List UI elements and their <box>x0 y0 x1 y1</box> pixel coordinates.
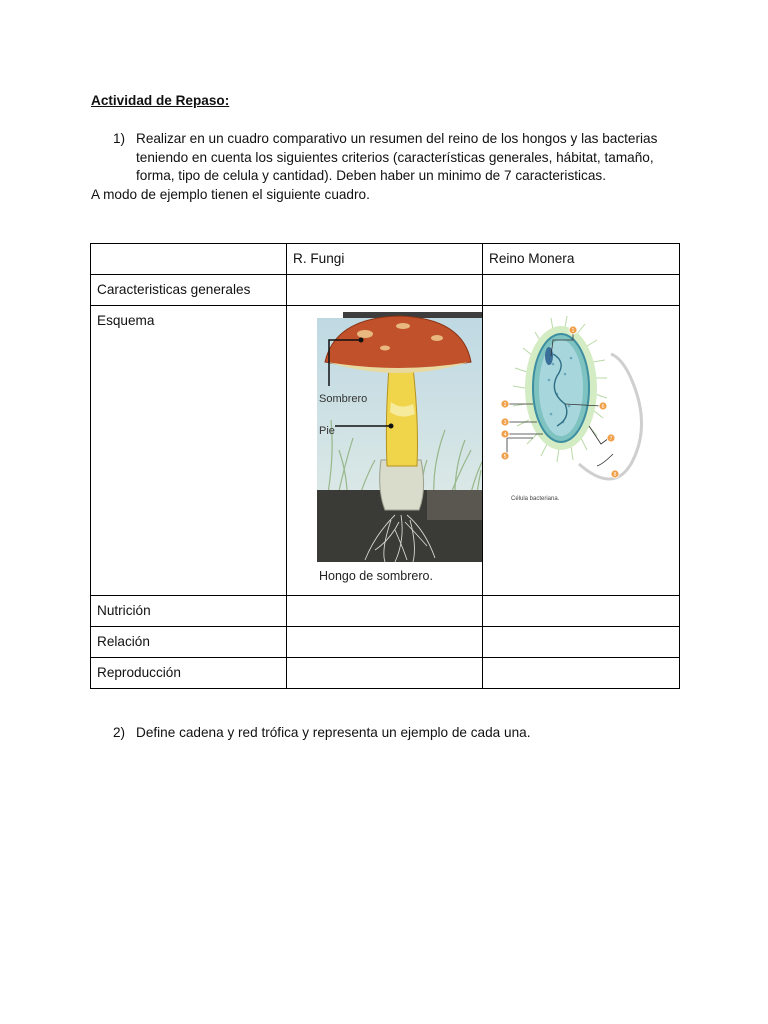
monera-image-cell <box>483 306 680 596</box>
table-cell <box>483 627 680 658</box>
bacteria-caption: Célula bacteriana. <box>511 496 560 502</box>
table-row <box>91 596 680 627</box>
row-label: Esquema <box>91 306 287 596</box>
table-header-row <box>91 244 680 275</box>
row-label: Caracteristicas generales <box>91 275 287 306</box>
row-label: Relación <box>91 627 287 658</box>
bacteria-marker: 7 <box>609 436 613 442</box>
item-number: 2) <box>113 725 126 740</box>
bacteria-marker: 8 <box>613 472 617 478</box>
mushroom-label-mid: Pie <box>319 425 335 437</box>
bacteria-marker: 6 <box>601 404 605 410</box>
item-line: Define cadena y red trófica y representa un ejemplo de cada una. <box>136 725 531 740</box>
bacteria-illustration <box>493 314 653 514</box>
table-row <box>91 658 680 689</box>
table-cell <box>287 596 483 627</box>
item-line: teniendo en cuenta los siguientes criterios (características generales, hábitat, tamaño, <box>136 149 654 165</box>
bacteria-marker: 4 <box>503 432 507 438</box>
bacteria-marker: 2 <box>503 402 507 408</box>
item-text <box>136 130 681 186</box>
fungi-image-cell <box>287 306 483 596</box>
mushroom-illustration <box>295 310 483 592</box>
item-line: forma, tipo de celula y cantidad). Deben haber un minimo de 7 caracteristicas. <box>136 168 606 183</box>
header-cell-fungi: R. Fungi <box>287 244 483 275</box>
table-cell <box>287 627 483 658</box>
row-label: Nutrición <box>91 596 287 627</box>
bacteria-marker: 1 <box>571 328 575 334</box>
table-cell <box>287 275 483 306</box>
item-number: 1) <box>113 131 126 146</box>
page-title: Actividad de Repaso: <box>91 93 230 108</box>
mushroom-caption: Hongo de sombrero. <box>319 569 433 583</box>
comparison-table <box>90 243 680 689</box>
mushroom-label-top: Sombrero <box>319 393 368 405</box>
table-cell <box>483 658 680 689</box>
bacteria-marker: 5 <box>503 454 507 460</box>
table-cell <box>483 275 680 306</box>
header-cell <box>91 244 287 275</box>
table-cell <box>287 658 483 689</box>
table-row <box>91 627 680 658</box>
header-cell-monera: Reino Monera <box>483 244 680 275</box>
example-text: A modo de ejemplo tienen el siguiente cuadro. <box>91 187 370 202</box>
item-line: Realizar en un cuadro comparativo un resumen del reino de los hongos y las bacterias <box>136 131 658 146</box>
row-label: Reproducción <box>91 658 287 689</box>
bacteria-marker: 3 <box>503 420 507 426</box>
item-text <box>136 724 681 743</box>
table-row-esquema <box>91 306 680 596</box>
table-cell <box>483 596 680 627</box>
table-row <box>91 275 680 306</box>
